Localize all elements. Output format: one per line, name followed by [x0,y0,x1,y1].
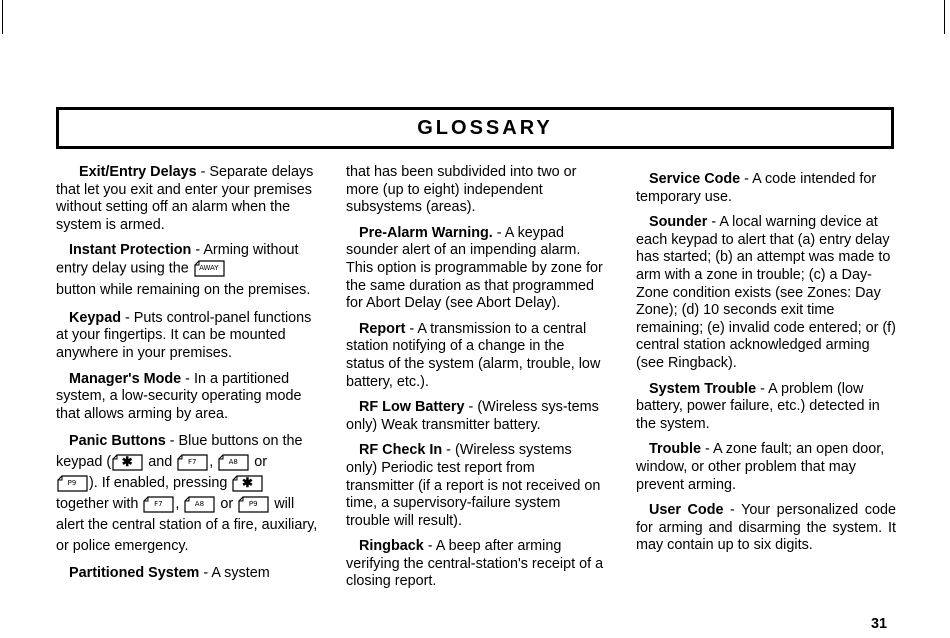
definition-service-code: - A code intended for temporary use. [636,171,877,205]
term-partitioned-system: Partitioned System [69,565,200,582]
glossary-column-1 [56,164,318,591]
f7-key-label: F7 [187,458,197,467]
entry-service-code [636,171,896,206]
entry-user-code [636,502,896,555]
entry-rf-low-battery [346,399,606,434]
definition-panic-together: together with [56,496,143,513]
glossary-column-2 [346,164,606,599]
p9-key-icon [57,475,88,492]
entry-partitioned-system [56,565,318,583]
definition-user-code: - Your personalized code for arming and disarming the system. It may contain up to six digits. [636,502,896,554]
term-exit-entry-delays: Exit/Entry Delays [79,164,197,180]
p9-key-label: P9 [248,500,258,509]
p9-key-icon [238,496,269,513]
term-rf-low-battery: RF Low Battery [359,399,465,416]
definition-partitioned-system: - A system [199,565,270,582]
f7-key-label: F7 [154,500,163,509]
definition-instant-protection-a: - Arming without entry delay using the [56,242,299,277]
entry-keypad [56,310,318,363]
term-pre-alarm-warning: Pre-Alarm Warning. [359,224,493,241]
definition-panic-will: will [270,496,295,513]
title-box [56,107,894,149]
entry-trouble [636,441,896,494]
term-managers-mode: Manager's Mode [69,370,182,387]
star-key-label: ✱ [241,475,253,491]
a8-key-label: A8 [194,500,205,509]
entry-sounder [636,214,896,372]
term-rf-check-in: RF Check In [359,442,443,459]
term-instant-protection: Instant Protection [69,242,192,259]
star-key-icon [232,475,263,492]
page-number: 31 [871,616,888,632]
term-trouble: Trouble [649,441,701,458]
entry-system-trouble [636,381,896,434]
definition-managers-mode: - In a partitioned system, a low-security operating mode that allows arming by area. [56,370,302,422]
p9-key-label: P9 [67,479,77,488]
definition-ringback: - A beep after arming verifying the central-station's receipt of a closing report. [346,538,604,590]
definition-panic-and: and [144,454,177,471]
term-keypad: Keypad [69,309,121,326]
definition-panic-b: ). If enabled, pressing [89,475,232,492]
term-system-trouble: System Trouble [649,380,757,397]
entry-panic-buttons [56,431,318,557]
a8-key-icon [218,454,249,471]
entry-instant-protection [56,242,318,301]
term-sounder: Sounder [649,214,708,231]
entry-ringback [346,538,606,591]
definition-system-trouble: - A problem (low battery, power failure, etc.) detected in the system. [636,380,880,432]
term-ringback: Ringback [359,538,424,555]
definition-trouble: - A zone fault; an open door, window, or other problem that may prevent arming. [636,441,885,493]
away-key-label: AWAY [199,263,219,272]
definition-exit-entry-delays: - Separate delays that let you exit and enter your premises without setting off an alarm when the system is armed. [56,164,314,233]
term-panic-buttons: Panic Buttons [69,433,166,450]
a8-key-icon [184,496,215,513]
glossary-column-3 [636,171,896,563]
star-key-icon [112,454,143,471]
term-user-code: User Code [649,502,724,519]
definition-report: - A transmission to a central station notifying of a change in the status of the system (alarm, trouble, low battery, etc.). [346,320,601,390]
definition-panic-comma2: , [175,496,184,513]
definition-rf-check-in: - (Wireless systems only) Periodic test report from transmitter (if a report is not received on time, a supervisory-failure system trouble will result). [346,442,601,529]
definition-rf-low-battery: - (Wireless sys-tems only) Weak transmitter battery. [346,399,599,433]
term-service-code: Service Code [649,171,741,187]
crop-mark-left [2,0,3,34]
away-key-icon [194,260,225,277]
crop-mark-right [944,0,945,34]
a8-key-label: A8 [228,458,238,467]
definition-panic-c: alert the central station of a fire, auxiliary, or police emergency. [56,517,318,555]
star-key-label: ✱ [121,454,133,470]
definition-panic-or2: or [216,496,238,513]
definition-sounder: - A local warning device at each keypad to alert that (a) entry delay has started; (b) an attempt was made to arm with a zone in trouble; (c) a Day-Zone condition exists (see Zones: Day Zone); (d) 10 seconds exit time remaining; (e) invalid code entered; or (f) central station acknowledged arming (see Ringback). [636,214,896,371]
entry-managers-mode [56,371,318,424]
page-title: GLOSSARY [417,116,553,139]
definition-panic-a: - Blue buttons on the keypad ( [56,433,303,471]
entry-report [346,321,606,391]
f7-key-icon [143,496,174,513]
term-report: Report [359,320,406,337]
definition-keypad: - Puts control-panel functions at your fingertips. It can be mounted anywhere in your premises. [56,309,312,362]
entry-partitioned-system-continued [346,164,606,217]
definition-pre-alarm-warning: - A keypad sounder alert of an impending alarm. This option is programmable by zone for the same duration as that programmed for Abort Delay (see Abort Delay). [346,224,603,312]
definition-partitioned-continued: that has been subdivided into two or more (up to eight) independent subsystems (areas). [346,164,577,216]
definition-instant-protection-b: button while remaining on the premises. [56,281,311,298]
definition-panic-comma: , [209,454,218,471]
entry-exit-entry-delays [56,164,318,234]
entry-rf-check-in [346,442,606,530]
f7-key-icon [177,454,208,471]
definition-panic-or: or [250,454,268,471]
entry-pre-alarm-warning [346,225,606,313]
